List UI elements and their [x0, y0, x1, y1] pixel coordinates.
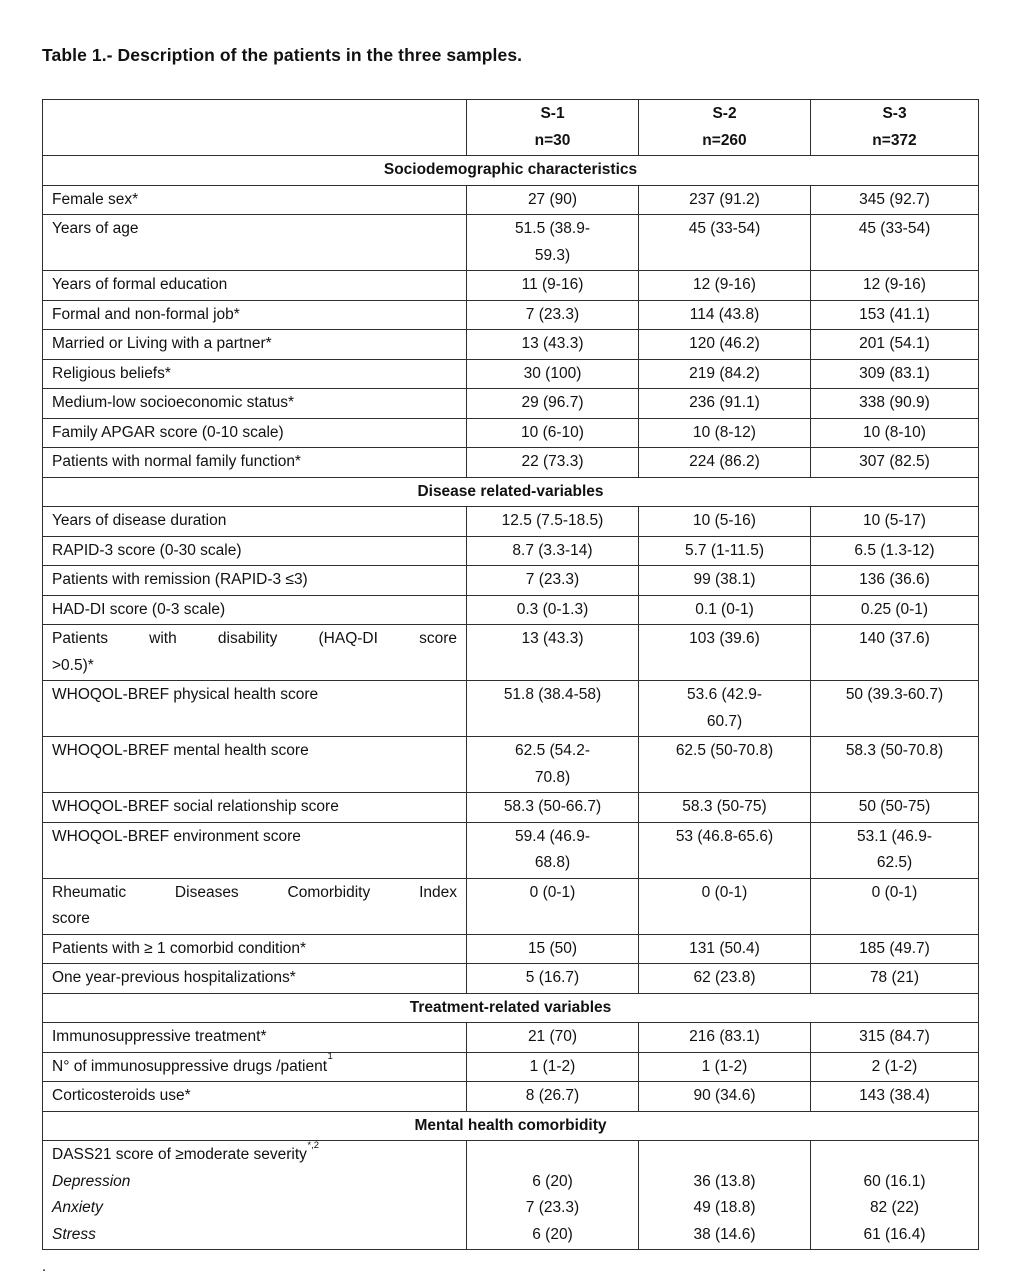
row-label — [43, 359, 467, 389]
table-row — [43, 681, 979, 737]
value-cell: 103 (39.6) — [639, 625, 811, 681]
section-title: Treatment-related variables — [43, 993, 979, 1023]
table-row — [43, 595, 979, 625]
value-line: 53.1 (46.9- — [857, 827, 932, 845]
value-cell — [639, 681, 811, 737]
table-body — [43, 156, 979, 1250]
group-value-line: 36 (13.8) — [693, 1172, 756, 1190]
group-label-line — [52, 1195, 457, 1222]
value-cell: 15 (50) — [467, 934, 639, 964]
group-value-cell — [811, 1141, 979, 1250]
value-cell: 5 (16.7) — [467, 964, 639, 994]
value-cell: 10 (8-12) — [639, 418, 811, 448]
row-label — [43, 389, 467, 419]
value-cell: 0.3 (0-1.3) — [467, 595, 639, 625]
value-cell — [467, 215, 639, 271]
table-title: Table 1.- Description of the patients in the three samples. — [42, 45, 523, 65]
section-row — [43, 156, 979, 186]
group-value-line: 61 (16.4) — [863, 1225, 926, 1243]
row-label — [43, 271, 467, 301]
group-label-line — [52, 1169, 457, 1196]
row-label-line: Patients with disability (HAQ-DI score — [52, 630, 457, 647]
sample-label: S-2 — [712, 105, 737, 122]
value-cell: 58.3 (50-75) — [639, 793, 811, 823]
group-value-cell — [639, 1141, 811, 1250]
table-row — [43, 507, 979, 537]
table-row — [43, 964, 979, 994]
group-label-cell — [43, 1141, 467, 1250]
section-row — [43, 993, 979, 1023]
row-label — [43, 418, 467, 448]
value-cell: 62.5 (50-70.8) — [639, 737, 811, 793]
row-label-text: WHOQOL-BREF social relationship score — [52, 798, 339, 815]
value-cell: 29 (96.7) — [467, 389, 639, 419]
row-label — [43, 625, 467, 681]
value-cell: 315 (84.7) — [811, 1023, 979, 1053]
table-row — [43, 822, 979, 878]
sample-n: n=30 — [534, 131, 571, 149]
sample-label: S-3 — [882, 105, 907, 122]
row-label — [43, 681, 467, 737]
value-cell: 120 (46.2) — [639, 330, 811, 360]
value-cell: 58.3 (50-70.8) — [811, 737, 979, 793]
row-label-text: Patients with normal family function* — [52, 453, 301, 470]
row-label-text: Years of formal education — [52, 276, 228, 293]
value-cell: 201 (54.1) — [811, 330, 979, 360]
table-row — [43, 330, 979, 360]
value-line: 60.7) — [706, 712, 743, 730]
value-cell: 22 (73.3) — [467, 448, 639, 478]
row-label — [43, 793, 467, 823]
value-cell — [811, 822, 979, 878]
value-cell: 10 (8-10) — [811, 418, 979, 448]
row-label-text: Family APGAR score (0-10 scale) — [52, 423, 284, 441]
row-label-text: WHOQOL-BREF physical health score — [52, 686, 319, 703]
row-label-text: Stress — [52, 1225, 96, 1243]
row-label-text: Years of age — [52, 220, 139, 237]
row-label-text: Formal and non-formal job* — [52, 305, 240, 323]
value-line: 68.8) — [534, 854, 571, 871]
section-row — [43, 477, 979, 507]
row-label — [43, 878, 467, 934]
value-cell: 2 (1-2) — [811, 1052, 979, 1082]
footnote-marker: 1 — [327, 1051, 333, 1063]
value-cell: 51.8 (38.4-58) — [467, 681, 639, 737]
footer-period: . — [42, 1258, 47, 1275]
section-title: Mental health comorbidity — [43, 1111, 979, 1141]
group-value-line: 7 (23.3) — [525, 1199, 580, 1216]
row-label — [43, 536, 467, 566]
value-cell: 0.25 (0-1) — [811, 595, 979, 625]
value-cell: 237 (91.2) — [639, 185, 811, 215]
row-label — [43, 566, 467, 596]
table-row — [43, 1023, 979, 1053]
value-line: 59.3) — [534, 246, 571, 264]
group-value-line — [820, 1142, 969, 1169]
value-cell: 30 (100) — [467, 359, 639, 389]
value-cell: 10 (5-17) — [811, 507, 979, 537]
row-label — [43, 964, 467, 994]
table-row — [43, 185, 979, 215]
row-label-line: score — [52, 910, 90, 927]
group-value-line — [648, 1142, 801, 1169]
value-cell: 10 (6-10) — [467, 418, 639, 448]
value-cell: 99 (38.1) — [639, 566, 811, 596]
group-value-cell — [467, 1141, 639, 1250]
value-cell: 236 (91.1) — [639, 389, 811, 419]
value-line: 51.5 (38.9- — [515, 220, 590, 237]
table-row — [43, 566, 979, 596]
value-cell: 307 (82.5) — [811, 448, 979, 478]
value-cell: 219 (84.2) — [639, 359, 811, 389]
row-label — [43, 1082, 467, 1112]
value-cell: 13 (43.3) — [467, 330, 639, 360]
value-cell: 50 (39.3-60.7) — [811, 681, 979, 737]
value-cell: 13 (43.3) — [467, 625, 639, 681]
value-cell: 10 (5-16) — [639, 507, 811, 537]
corner-cell — [43, 100, 467, 156]
value-cell: 11 (9-16) — [467, 271, 639, 301]
value-cell: 216 (83.1) — [639, 1023, 811, 1053]
value-cell: 0 (0-1) — [467, 878, 639, 934]
row-label-text: Medium-low socioeconomic status* — [52, 394, 295, 411]
row-label-text: WHOQOL-BREF environment score — [52, 827, 301, 845]
value-cell: 12 (9-16) — [811, 271, 979, 301]
value-cell: 21 (70) — [467, 1023, 639, 1053]
table-row — [43, 215, 979, 271]
value-cell: 224 (86.2) — [639, 448, 811, 478]
value-cell: 8 (26.7) — [467, 1082, 639, 1112]
footnote-marker: *,2 — [307, 1139, 320, 1151]
value-cell — [467, 737, 639, 793]
row-label-text: Anxiety — [52, 1199, 103, 1216]
row-label — [43, 737, 467, 793]
table-row — [43, 418, 979, 448]
table-row — [43, 737, 979, 793]
row-label-text: DASS21 score of ≥moderate severity — [52, 1146, 307, 1163]
value-cell: 12.5 (7.5-18.5) — [467, 507, 639, 537]
value-cell: 12 (9-16) — [639, 271, 811, 301]
value-cell: 58.3 (50-66.7) — [467, 793, 639, 823]
row-label — [43, 330, 467, 360]
row-label-text: HAD-DI score (0-3 scale) — [52, 600, 226, 618]
group-value-line — [476, 1142, 629, 1169]
value-cell: 114 (43.8) — [639, 300, 811, 330]
value-cell: 45 (33-54) — [811, 215, 979, 271]
row-label — [43, 448, 467, 478]
sample-n: n=260 — [702, 131, 747, 149]
sample-header-S-3 — [811, 100, 979, 156]
table-header — [43, 100, 979, 156]
value-cell: 0.1 (0-1) — [639, 595, 811, 625]
value-cell: 338 (90.9) — [811, 389, 979, 419]
value-cell: 45 (33-54) — [639, 215, 811, 271]
value-cell: 153 (41.1) — [811, 300, 979, 330]
row-label — [43, 934, 467, 964]
table-row — [43, 1082, 979, 1112]
section-title: Disease related-variables — [43, 477, 979, 507]
sample-header-S-1 — [467, 100, 639, 156]
row-label-line: >0.5)* — [52, 656, 94, 674]
value-cell: 6.5 (1.3-12) — [811, 536, 979, 566]
group-value-line: 6 (20) — [532, 1225, 573, 1243]
row-label-text: Patients with ≥ 1 comorbid condition* — [52, 939, 307, 957]
row-label — [43, 1052, 467, 1082]
value-cell: 8.7 (3.3-14) — [467, 536, 639, 566]
value-cell: 27 (90) — [467, 185, 639, 215]
value-cell: 136 (36.6) — [811, 566, 979, 596]
value-cell: 7 (23.3) — [467, 566, 639, 596]
row-label — [43, 1023, 467, 1053]
group-label-line — [52, 1222, 457, 1249]
row-label — [43, 595, 467, 625]
row-label — [43, 300, 467, 330]
value-line: 53.6 (42.9- — [687, 686, 762, 703]
row-label-text: Female sex* — [52, 190, 139, 208]
row-label-text: N° of immunosuppressive drugs /patient — [52, 1057, 327, 1075]
group-value-line: 60 (16.1) — [863, 1172, 926, 1190]
value-cell: 309 (83.1) — [811, 359, 979, 389]
table-row — [43, 389, 979, 419]
value-cell: 345 (92.7) — [811, 185, 979, 215]
table-row — [43, 448, 979, 478]
header-row — [43, 100, 979, 156]
row-label-text: Depression — [52, 1172, 131, 1190]
row-label-text: One year-previous hospitalizations* — [52, 969, 296, 986]
value-line: 62.5) — [876, 854, 913, 871]
table-row — [43, 934, 979, 964]
row-label-line: Rheumatic Diseases Comorbidity Index — [52, 883, 457, 901]
value-cell — [467, 822, 639, 878]
value-cell: 53 (46.8-65.6) — [639, 822, 811, 878]
sample-n: n=372 — [872, 131, 917, 149]
group-value-line: 38 (14.6) — [693, 1225, 756, 1243]
value-cell: 90 (34.6) — [639, 1082, 811, 1112]
group-label-line — [52, 1139, 457, 1169]
value-cell: 1 (1-2) — [467, 1052, 639, 1082]
table-row — [43, 625, 979, 681]
table-row — [43, 271, 979, 301]
value-cell: 0 (0-1) — [639, 878, 811, 934]
table-row — [43, 878, 979, 934]
value-cell: 5.7 (1-11.5) — [639, 536, 811, 566]
table-row — [43, 1052, 979, 1082]
value-cell: 131 (50.4) — [639, 934, 811, 964]
row-label-text: Corticosteroids use* — [52, 1087, 191, 1104]
table-row — [43, 300, 979, 330]
row-label-text: WHOQOL-BREF mental health score — [52, 742, 309, 759]
row-label — [43, 507, 467, 537]
grouped-rows — [43, 1141, 979, 1250]
table-row — [43, 536, 979, 566]
value-cell: 1 (1-2) — [639, 1052, 811, 1082]
group-value-line: 82 (22) — [869, 1199, 920, 1216]
value-line: 59.4 (46.9- — [515, 827, 590, 845]
table-row — [43, 793, 979, 823]
value-cell: 62 (23.8) — [639, 964, 811, 994]
value-line: 62.5 (54.2- — [515, 742, 590, 759]
group-value-line: 6 (20) — [532, 1172, 573, 1190]
section-row — [43, 1111, 979, 1141]
value-cell: 78 (21) — [811, 964, 979, 994]
patients-table — [42, 99, 979, 1250]
row-label-text: Patients with remission (RAPID-3 ≤3) — [52, 571, 308, 588]
value-cell: 140 (37.6) — [811, 625, 979, 681]
row-label-text: Immunosuppressive treatment* — [52, 1028, 267, 1045]
value-cell: 185 (49.7) — [811, 934, 979, 964]
sample-label: S-1 — [540, 105, 565, 122]
section-title: Sociodemographic characteristics — [43, 156, 979, 186]
row-label — [43, 822, 467, 878]
group-value-line: 49 (18.8) — [693, 1199, 756, 1216]
value-cell: 50 (50-75) — [811, 793, 979, 823]
table-row — [43, 359, 979, 389]
value-cell: 143 (38.4) — [811, 1082, 979, 1112]
value-cell: 0 (0-1) — [811, 878, 979, 934]
row-label-text: Married or Living with a partner* — [52, 335, 272, 352]
row-label — [43, 185, 467, 215]
value-line: 70.8) — [534, 768, 571, 786]
value-cell: 7 (23.3) — [467, 300, 639, 330]
row-label-text: Religious beliefs* — [52, 364, 171, 382]
sample-header-S-2 — [639, 100, 811, 156]
row-label-text: RAPID-3 score (0-30 scale) — [52, 541, 242, 559]
row-label-text: Years of disease duration — [52, 512, 227, 529]
row-label — [43, 215, 467, 271]
